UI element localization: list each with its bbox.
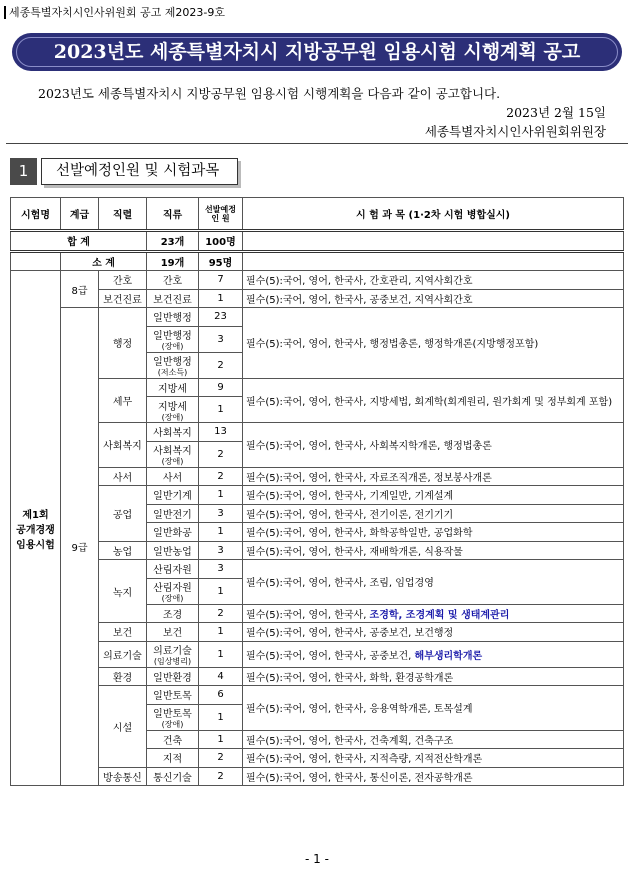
series-cell: 보건진료 bbox=[99, 289, 147, 308]
count-cell: 2 bbox=[199, 467, 243, 486]
subjects-text: 필수(5):국어, 영어, 한국사, 화학, 환경공학개론 bbox=[246, 672, 454, 684]
count-cell: 2 bbox=[199, 604, 243, 623]
subjects-text: 필수(5):국어, 영어, 한국사, 지적측량, 지적전산학개론 bbox=[246, 754, 483, 766]
count-cell: 6 bbox=[199, 686, 243, 705]
series-cell: 녹지 bbox=[99, 560, 147, 623]
subjects-text: 필수(5):국어, 영어, 한국사, 전기이론, 전기기기 bbox=[246, 509, 454, 521]
kind-cell bbox=[147, 271, 199, 290]
kind-cell bbox=[147, 623, 199, 642]
count-cell: 7 bbox=[199, 271, 243, 290]
kind-cell bbox=[147, 667, 199, 686]
subjects-cell bbox=[243, 541, 624, 560]
subjects-text: 필수(5):국어, 영어, 한국사, 간호관리, 지역사회간호 bbox=[246, 276, 473, 288]
count-cell: 1 bbox=[199, 486, 243, 505]
subjects-cell bbox=[243, 730, 624, 749]
table-row bbox=[11, 541, 624, 560]
subtotal-label: 소 계 bbox=[61, 251, 147, 271]
kind-qualifier: (장애) bbox=[161, 594, 184, 603]
subjects-cell bbox=[243, 749, 624, 768]
kind-name: 일반행정 bbox=[153, 357, 192, 368]
kind-cell bbox=[147, 308, 199, 327]
kind-cell bbox=[147, 749, 199, 768]
kind-qualifier: (저소득) bbox=[157, 368, 188, 377]
subjects-cell bbox=[243, 523, 624, 542]
series-cell: 사회복지 bbox=[99, 423, 147, 468]
subjects-cell bbox=[243, 560, 624, 605]
series-cell: 농업 bbox=[99, 541, 147, 560]
table-row bbox=[11, 623, 624, 642]
table-row bbox=[11, 667, 624, 686]
count-cell: 3 bbox=[199, 541, 243, 560]
subjects-text: 필수(5):국어, 영어, 한국사, 화학공학일반, 공업화학 bbox=[246, 528, 473, 540]
kind-name: 일반기계 bbox=[153, 491, 192, 503]
kind-name: 통신기술 bbox=[153, 772, 192, 784]
subtotal-kinds: 19개 bbox=[147, 251, 199, 271]
subjects-text: 필수(5):국어, 영어, 한국사, 공중보건, 보건행정 bbox=[246, 628, 454, 640]
subjects-cell bbox=[243, 623, 624, 642]
header-count-line1: 선발예정 bbox=[205, 204, 236, 214]
kind-cell bbox=[147, 767, 199, 786]
kind-qualifier: (임상병리) bbox=[153, 657, 192, 666]
subjects-text: 필수(5):국어, 영어, 한국사, 지방세법, 회계학(회계원리, 원가회계 및 정부회계 포함) bbox=[246, 396, 613, 408]
count-cell: 1 bbox=[199, 397, 243, 423]
header-series: 직렬 bbox=[99, 198, 147, 231]
kind-name: 사회복지 bbox=[153, 428, 192, 440]
subjects-text: 필수(5):국어, 영어, 한국사, 공중보건, 지역사회간호 bbox=[246, 294, 473, 306]
header-count bbox=[199, 198, 243, 231]
kind-name: 산림자원 bbox=[153, 565, 192, 577]
subjects-text: 필수(5):국어, 영어, 한국사, 기계일반, 기계설계 bbox=[246, 491, 454, 503]
subjects-text: 필수(5):국어, 영어, 한국사, 건축계획, 건축구조 bbox=[246, 735, 454, 747]
subjects-text: 필수(5):국어, 영어, 한국사, bbox=[246, 609, 370, 621]
issuer-name: 세종특별자치시인사위원회위원장 bbox=[424, 124, 606, 139]
series-cell: 방송통신 bbox=[99, 767, 147, 786]
kind-name: 일반토목 bbox=[153, 709, 192, 720]
kind-name: 일반전기 bbox=[153, 509, 192, 521]
kind-name: 일반화공 bbox=[153, 528, 192, 540]
subtotal-count: 95명 bbox=[199, 251, 243, 271]
kind-name: 일반행정 bbox=[153, 313, 192, 325]
kind-name: 사서 bbox=[162, 472, 183, 484]
table-row bbox=[11, 767, 624, 786]
subjects-text: 필수(5):국어, 영어, 한국사, 공중보건, bbox=[246, 650, 415, 662]
count-cell: 1 bbox=[199, 523, 243, 542]
count-cell: 2 bbox=[199, 441, 243, 467]
kind-qualifier: (장애) bbox=[161, 342, 184, 351]
table-row bbox=[11, 641, 624, 667]
count-cell: 1 bbox=[199, 704, 243, 730]
kind-name: 산림자원 bbox=[153, 583, 192, 594]
table-row bbox=[11, 423, 624, 442]
subjects-cell bbox=[243, 504, 624, 523]
kind-name: 보건진료 bbox=[153, 294, 192, 306]
subjects-cell bbox=[243, 641, 624, 667]
grade-cell: 9급 bbox=[61, 308, 99, 786]
kind-cell bbox=[147, 441, 199, 467]
series-cell: 사서 bbox=[99, 467, 147, 486]
section-number: 1 bbox=[10, 158, 37, 185]
count-cell: 4 bbox=[199, 667, 243, 686]
subjects-highlight: 해부생리학개론 bbox=[414, 650, 483, 662]
total-kinds: 23개 bbox=[147, 231, 199, 252]
kind-cell bbox=[147, 289, 199, 308]
recruitment-table bbox=[10, 197, 624, 786]
kind-name: 일반환경 bbox=[153, 672, 192, 684]
subjects-text: 필수(5):국어, 영어, 한국사, 통신이론, 전자공학개론 bbox=[246, 772, 473, 784]
total-label: 합 계 bbox=[11, 231, 147, 252]
kind-name: 일반토목 bbox=[153, 691, 192, 703]
kind-cell bbox=[147, 730, 199, 749]
count-cell: 3 bbox=[199, 326, 243, 352]
table-header-row bbox=[11, 198, 624, 231]
kind-qualifier: (장애) bbox=[161, 457, 184, 466]
series-cell: 간호 bbox=[99, 271, 147, 290]
count-cell: 13 bbox=[199, 423, 243, 442]
kind-cell bbox=[147, 604, 199, 623]
table-row bbox=[11, 308, 624, 327]
table-row bbox=[11, 289, 624, 308]
subtotal-row bbox=[11, 251, 624, 271]
subjects-text: 필수(5):국어, 영어, 한국사, 자료조직개론, 정보봉사개론 bbox=[246, 472, 492, 484]
exam-name-line: 임용시험 bbox=[16, 539, 55, 551]
count-cell: 2 bbox=[199, 352, 243, 378]
subtotal-subjects bbox=[243, 251, 624, 271]
subjects-highlight: 조경학, 조경계획 및 생태계관리 bbox=[369, 609, 510, 621]
kind-name: 일반행정 bbox=[153, 331, 192, 342]
section-label: 선발예정인원 및 시험과목 bbox=[41, 158, 238, 185]
series-cell: 보건 bbox=[99, 623, 147, 642]
kind-cell bbox=[147, 486, 199, 505]
table-row bbox=[11, 686, 624, 705]
total-subjects bbox=[243, 231, 624, 252]
kind-name: 보건 bbox=[162, 628, 183, 640]
kind-cell bbox=[147, 686, 199, 705]
subjects-cell bbox=[243, 667, 624, 686]
kind-cell bbox=[147, 504, 199, 523]
header-kind: 직류 bbox=[147, 198, 199, 231]
count-cell: 2 bbox=[199, 767, 243, 786]
header-grade: 계급 bbox=[61, 198, 99, 231]
kind-cell bbox=[147, 560, 199, 579]
count-cell: 23 bbox=[199, 308, 243, 327]
table-row bbox=[11, 467, 624, 486]
header-exam: 시험명 bbox=[11, 198, 61, 231]
grade-cell: 8급 bbox=[61, 271, 99, 308]
series-cell: 시설 bbox=[99, 686, 147, 768]
divider bbox=[6, 143, 628, 144]
count-cell: 1 bbox=[199, 623, 243, 642]
subjects-cell bbox=[243, 467, 624, 486]
notice-number: 세종특별자치시인사위원회 공고 제2023-9호 bbox=[4, 6, 225, 19]
kind-name: 일반농업 bbox=[153, 546, 192, 558]
count-cell: 1 bbox=[199, 289, 243, 308]
kind-name: 사회복지 bbox=[153, 446, 192, 457]
subjects-cell bbox=[243, 423, 624, 468]
count-cell: 1 bbox=[199, 641, 243, 667]
kind-cell bbox=[147, 378, 199, 397]
kind-qualifier: (장애) bbox=[161, 412, 184, 422]
subjects-text: 필수(5):국어, 영어, 한국사, 조림, 임업경영 bbox=[246, 578, 434, 590]
series-cell: 공업 bbox=[99, 486, 147, 542]
series-cell: 의료기술 bbox=[99, 641, 147, 667]
subjects-text: 필수(5):국어, 영어, 한국사, 응용역학개론, 토목설계 bbox=[246, 704, 473, 716]
subjects-cell bbox=[243, 308, 624, 379]
kind-cell bbox=[147, 578, 199, 604]
kind-cell bbox=[147, 641, 199, 667]
count-cell: 3 bbox=[199, 504, 243, 523]
series-cell: 세무 bbox=[99, 378, 147, 423]
kind-name: 지방세 bbox=[158, 383, 187, 395]
kind-name: 지적 bbox=[162, 754, 183, 766]
count-cell: 1 bbox=[199, 730, 243, 749]
subjects-cell bbox=[243, 486, 624, 505]
kind-cell bbox=[147, 397, 199, 423]
intro-text: 2023년도 세종특별자치시 지방공무원 임용시험 시행계획을 다음과 같이 공고합니다. bbox=[38, 86, 501, 101]
count-cell: 9 bbox=[199, 378, 243, 397]
subjects-cell bbox=[243, 686, 624, 731]
kind-name: 조경 bbox=[162, 609, 183, 621]
header-count-line2: 인 원 bbox=[211, 213, 230, 223]
subjects-cell bbox=[243, 767, 624, 786]
subjects-cell bbox=[243, 271, 624, 290]
header-subjects: 시 험 과 목 (1·2차 시험 병합실시) bbox=[243, 198, 624, 231]
notice-date: 2023년 2월 15일 bbox=[506, 105, 606, 120]
kind-cell bbox=[147, 423, 199, 442]
total-count: 100명 bbox=[199, 231, 243, 252]
subjects-cell bbox=[243, 604, 624, 623]
subjects-text: 필수(5):국어, 영어, 한국사, 행정법총론, 행정학개론(지방행정포함) bbox=[246, 339, 539, 351]
subjects-text: 필수(5):국어, 영어, 한국사, 사회복지학개론, 행정법총론 bbox=[246, 441, 492, 453]
kind-name: 건축 bbox=[162, 735, 183, 747]
subjects-text: 필수(5):국어, 영어, 한국사, 재배학개론, 식용작물 bbox=[246, 546, 463, 558]
kind-name: 지방세 bbox=[158, 401, 187, 413]
section-heading bbox=[10, 158, 238, 185]
total-row bbox=[11, 231, 624, 252]
exam-name-cell bbox=[11, 271, 61, 786]
subtotal-blank bbox=[11, 251, 61, 271]
subjects-cell bbox=[243, 378, 624, 423]
subjects-cell bbox=[243, 289, 624, 308]
kind-cell bbox=[147, 352, 199, 378]
count-cell: 1 bbox=[199, 578, 243, 604]
table-row bbox=[11, 560, 624, 579]
table-row bbox=[11, 271, 624, 290]
kind-name: 의료기술 bbox=[153, 646, 192, 657]
kind-name: 간호 bbox=[162, 276, 183, 288]
kind-qualifier: (장애) bbox=[161, 720, 184, 729]
kind-cell bbox=[147, 523, 199, 542]
table-row bbox=[11, 378, 624, 397]
exam-name-line: 공개경쟁 bbox=[16, 524, 55, 536]
exam-name-line: 제1회 bbox=[22, 509, 49, 521]
kind-cell bbox=[147, 326, 199, 352]
series-cell: 행정 bbox=[99, 308, 147, 379]
kind-cell bbox=[147, 704, 199, 730]
count-cell: 2 bbox=[199, 749, 243, 768]
kind-cell bbox=[147, 467, 199, 486]
count-cell: 3 bbox=[199, 560, 243, 579]
page-number: - 1 - bbox=[305, 852, 329, 866]
page-title: 2023년도 세종특별자치시 지방공무원 임용시험 시행계획 공고 bbox=[12, 33, 622, 71]
table-row bbox=[11, 486, 624, 505]
kind-cell bbox=[147, 541, 199, 560]
series-cell: 환경 bbox=[99, 667, 147, 686]
